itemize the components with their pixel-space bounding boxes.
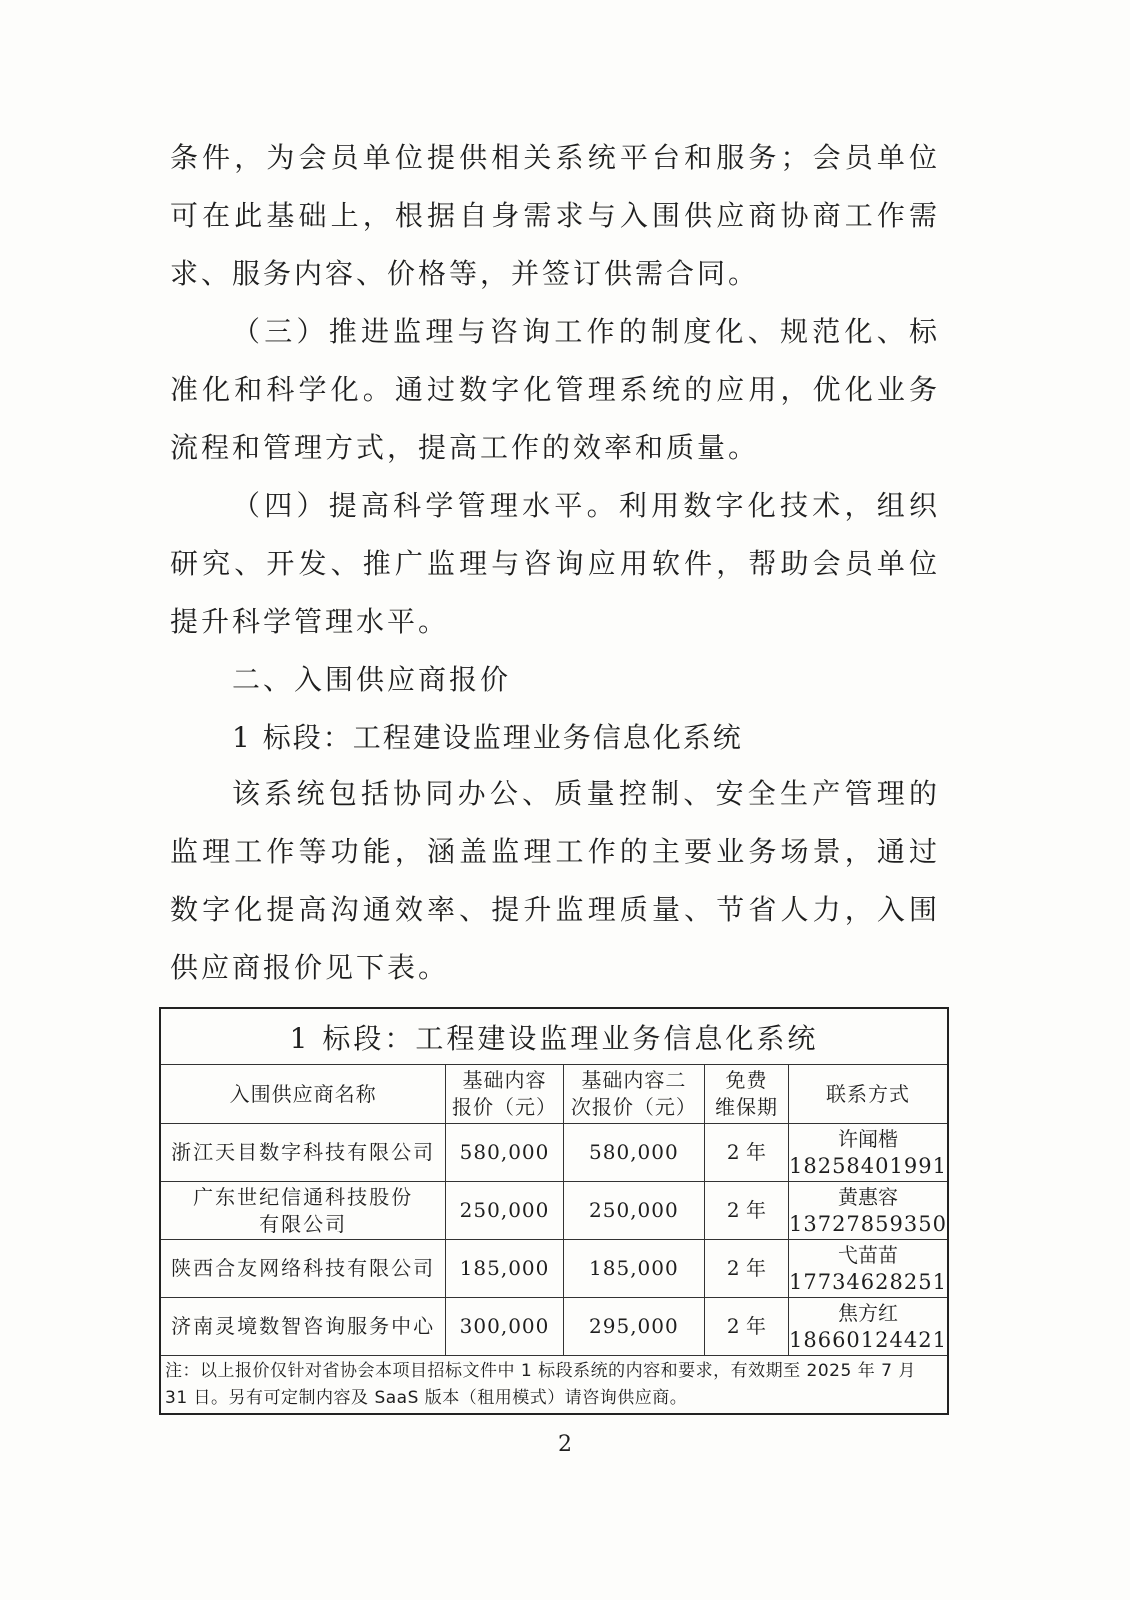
header-maintenance-line2: 维保期: [714, 1095, 778, 1119]
header-base-price-line2: 报价（元）: [452, 1095, 558, 1119]
contact-cell: [788, 1240, 948, 1298]
header-maintenance: [704, 1065, 788, 1124]
base-price: 300,000: [446, 1298, 564, 1356]
base-price: 250,000: [446, 1182, 564, 1240]
table-caption: 1 标段：工程建设监理业务信息化系统: [160, 1008, 948, 1065]
paragraph-continuation: 条件，为会员单位提供相关系统平台和服务；会员单位可在此基础上，根据自身需求与入围供应商协商工作需求、服务内容、价格等，并签订供需合同。: [170, 141, 940, 290]
contact-phone: 17734628251: [788, 1269, 947, 1294]
supplier-name: [160, 1240, 446, 1298]
supplier-name-line1: 济南灵境数智咨询服务中心: [171, 1314, 436, 1338]
contact-cell: [788, 1182, 948, 1240]
second-price: 250,000: [563, 1182, 704, 1240]
paragraph-item-four: （四）提高科学管理水平。利用数字化技术，组织研究、开发、推广监理与咨询应用软件，帮助会员单位提升科学管理水平。: [170, 489, 940, 638]
supplier-name: [160, 1298, 446, 1356]
paragraph-item-three: （三）推进监理与咨询工作的制度化、规范化、标准化和科学化。通过数字化管理系统的应用，优化业务流程和管理方式，提高工作的效率和质量。: [170, 315, 940, 464]
header-base-price-line1: 基础内容: [462, 1068, 547, 1092]
supplier-quote-table: [159, 1007, 949, 1415]
maintenance-period: 2 年: [704, 1182, 788, 1240]
table-row: [160, 1182, 948, 1240]
supplier-name-line2: 有限公司: [259, 1211, 348, 1236]
second-price: 295,000: [563, 1298, 704, 1356]
contact-name: 许闻楷: [837, 1126, 898, 1151]
table-row: [160, 1124, 948, 1182]
maintenance-period: 2 年: [704, 1124, 788, 1182]
supplier-name: [160, 1182, 446, 1240]
contact-cell: [788, 1124, 948, 1182]
contact-name: 黄惠容: [837, 1184, 898, 1209]
table-note: 注：以上报价仅针对省协会本项目招标文件中 1 标段系统的内容和要求，有效期至 2025 年 7 月 31 日。另有可定制内容及 SaaS 版本（租用模式）请咨询供应商。: [160, 1356, 948, 1415]
header-second-price: [563, 1065, 704, 1124]
maintenance-period: 2 年: [704, 1298, 788, 1356]
maintenance-period: 2 年: [704, 1240, 788, 1298]
section-heading: 二、入围供应商报价: [232, 663, 512, 696]
header-contact: 联系方式: [788, 1065, 948, 1124]
contact-phone: 18258401991: [788, 1153, 947, 1178]
header-second-price-line2: 次报价（元）: [570, 1095, 697, 1119]
contact-cell: [788, 1298, 948, 1356]
supplier-name-line1: 浙江天目数字科技有限公司: [171, 1140, 436, 1164]
table-row: [160, 1298, 948, 1356]
table-header-row: [160, 1065, 948, 1124]
header-base-price: [446, 1065, 564, 1124]
supplier-name-line1: 广东世纪信通科技股份: [193, 1184, 414, 1209]
supplier-name-line1: 陕西合友网络科技有限公司: [171, 1256, 436, 1280]
table-row: [160, 1240, 948, 1298]
second-price: 580,000: [563, 1124, 704, 1182]
base-price: 580,000: [446, 1124, 564, 1182]
header-second-price-line1: 基础内容二: [581, 1068, 687, 1092]
header-supplier-name: 入围供应商名称: [160, 1065, 446, 1124]
lot-heading: 1 标段：工程建设监理业务信息化系统: [232, 721, 743, 754]
header-maintenance-line1: 免费: [725, 1068, 768, 1092]
supplier-name: [160, 1124, 446, 1182]
contact-name: 焦方红: [837, 1300, 898, 1325]
page-number: 2: [558, 1432, 572, 1457]
second-price: 185,000: [563, 1240, 704, 1298]
contact-phone: 13727859350: [788, 1211, 947, 1236]
base-price: 185,000: [446, 1240, 564, 1298]
paragraph-system-description: 该系统包括协同办公、质量控制、安全生产管理的监理工作等功能，涵盖监理工作的主要业务场景，通过数字化提高沟通效率、提升监理质量、节省人力，入围供应商报价见下表。: [170, 777, 940, 984]
contact-phone: 18660124421: [788, 1327, 947, 1352]
contact-name: 弋苗苗: [837, 1242, 898, 1267]
